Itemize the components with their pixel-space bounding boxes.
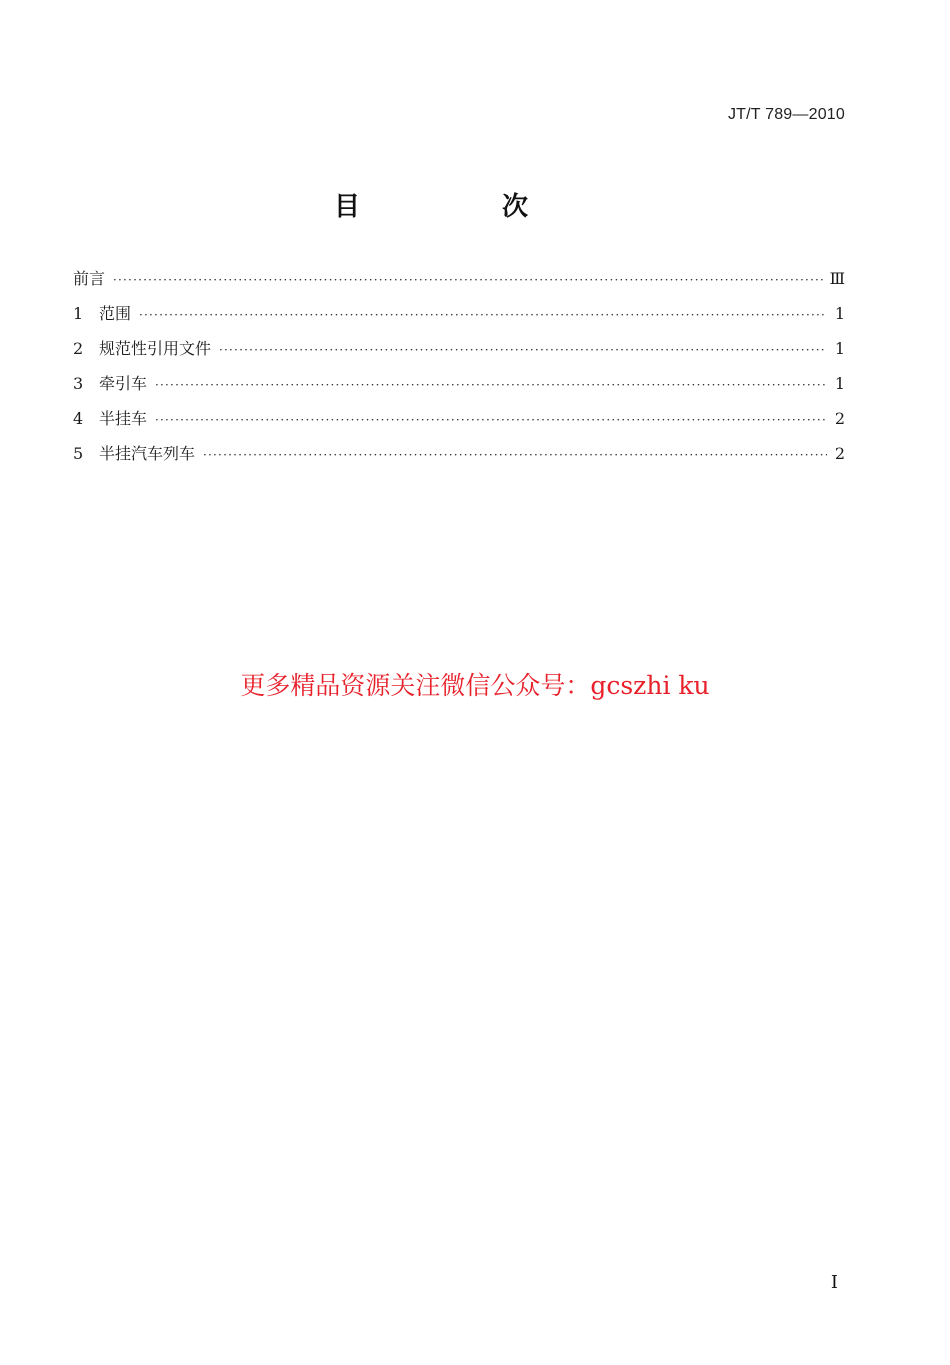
toc-entry-number: 2	[73, 339, 84, 358]
toc-leader-dots	[203, 448, 827, 462]
toc-entry-label: 半挂汽车列车	[99, 444, 196, 463]
toc-entry-normative-references[interactable]	[73, 336, 845, 371]
toc-entry-label: 半挂车	[99, 409, 148, 428]
toc-entry-page: 2	[834, 409, 845, 428]
toc-leader-dots	[219, 343, 827, 357]
toc-leader-dots	[155, 378, 827, 392]
toc-entry-page: Ⅲ	[829, 269, 845, 288]
toc-leader-dots	[155, 413, 827, 427]
page-number: I	[830, 1272, 838, 1293]
toc-entry-number: 3	[73, 374, 84, 393]
toc-entry-semitrailer[interactable]	[73, 406, 845, 441]
toc-entry-articulated-vehicle[interactable]	[73, 441, 845, 476]
toc-entry-label: 牵引车	[99, 374, 148, 393]
toc-entry-number: 5	[73, 444, 84, 463]
toc-entry-page: 1	[834, 339, 845, 358]
toc-entry-number: 1	[73, 304, 84, 323]
toc-entry-page: 2	[834, 444, 845, 463]
toc-entry-label: 规范性引用文件	[99, 339, 212, 358]
toc-entry-foreword[interactable]	[73, 266, 845, 301]
toc-entry-number: 4	[73, 409, 84, 428]
toc-leader-dots	[139, 308, 827, 322]
toc-entry-label: 前言	[73, 269, 106, 288]
watermark-notice: 更多精品资源关注微信公众号：gcszhi ku	[240, 671, 710, 700]
toc-entry-tractor[interactable]	[73, 371, 845, 406]
table-of-contents	[73, 266, 845, 476]
toc-entry-label: 范围	[99, 304, 132, 323]
toc-entry-page: 1	[834, 304, 845, 323]
toc-entry-page: 1	[834, 374, 845, 393]
toc-leader-dots	[113, 273, 824, 287]
toc-entry-scope[interactable]	[73, 301, 845, 336]
toc-title: 目 次	[333, 192, 586, 222]
standard-code: JT/T 789—2010	[727, 106, 845, 123]
